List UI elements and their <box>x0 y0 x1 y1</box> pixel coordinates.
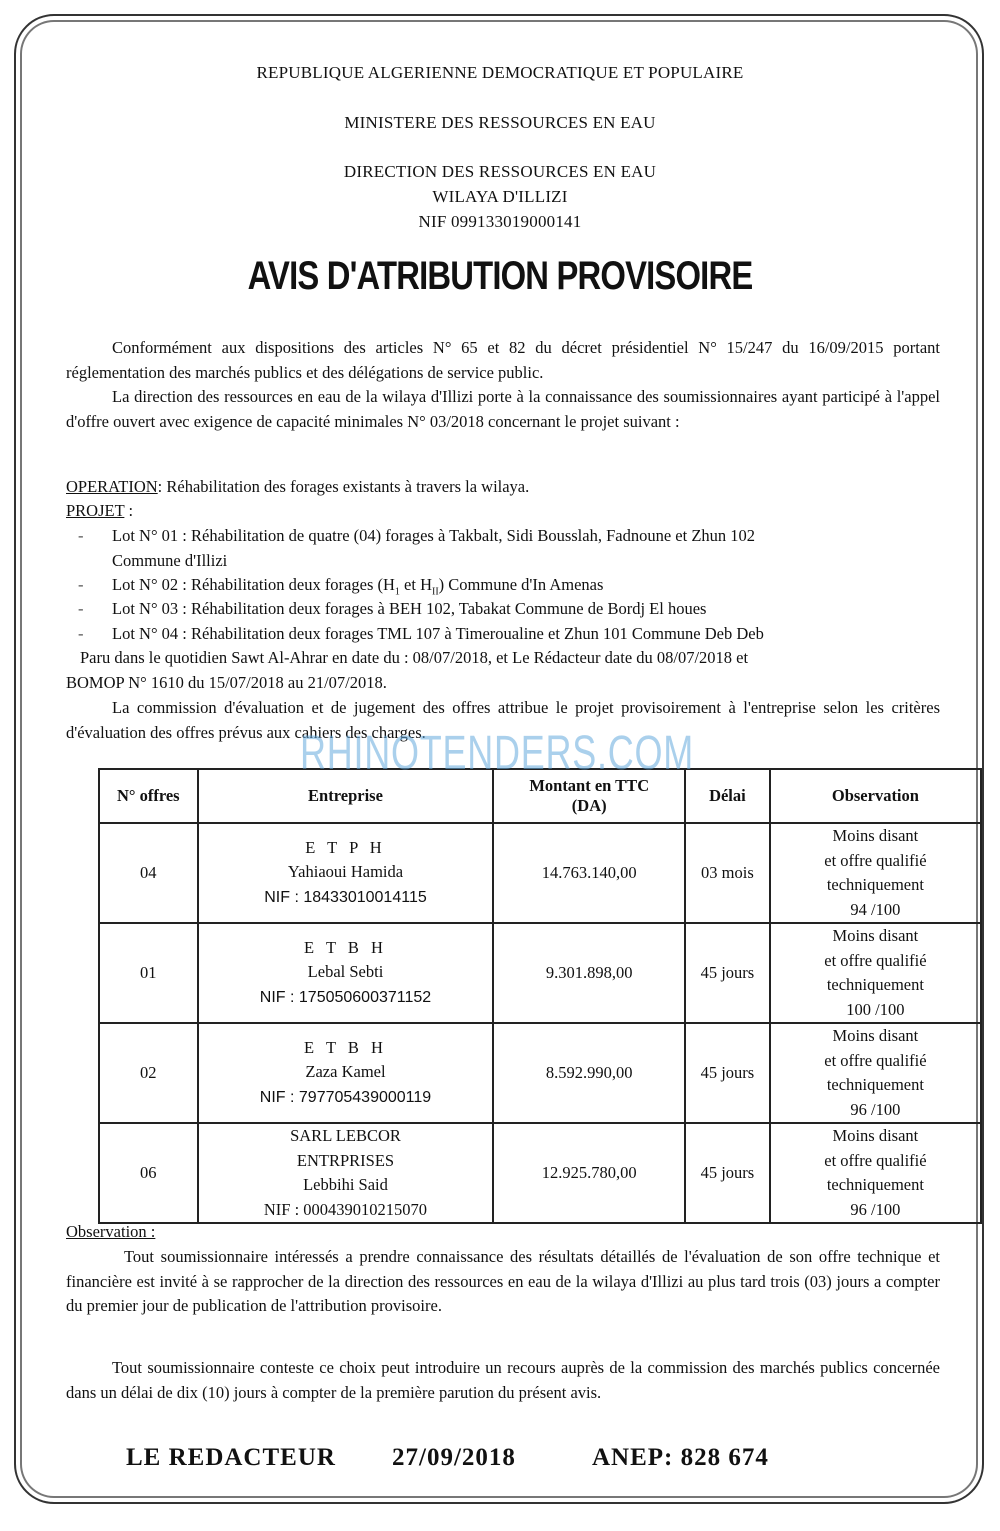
col-header-entreprise: Entreprise <box>198 769 494 823</box>
company-cell: E T B H Zaza Kamel NIF : 797705439000119 <box>198 1023 494 1123</box>
observation-label: Observation : <box>66 1222 156 1241</box>
col-header-delai: Délai <box>685 769 770 823</box>
publication-line-2: BOMOP N° 1610 du 15/07/2018 au 21/07/2018. <box>66 673 387 692</box>
operation-label: OPERATION <box>66 477 158 496</box>
delay-cell: 45 jours <box>685 1123 770 1223</box>
offer-number: 04 <box>99 823 198 923</box>
document-title: AVIS D'ATRIBUTION PROVISOIRE <box>247 254 753 298</box>
observation-paragraph-1: Tout soumissionnaire intéressés a prendre connaissance des résultats détaillés de l'évaluation de son offre technique et financière est invité à se rapprocher de la direction des ressources en eau de la wilaya d'Illizi au plus tard trois (03) jours a compter du premier jour de publication de l'attribution provisoire. <box>66 1247 940 1315</box>
intro-paragraph-1: Conformément aux dispositions des articles N° 65 et 82 du décret présidentiel N° 15/247 du 16/09/2015 portant réglementation des marchés publics et des délégations de service public. <box>66 338 940 382</box>
observation-cell: Moins disant et offre qualifié techniquement 96 /100 <box>770 1023 981 1123</box>
offer-number: 01 <box>99 923 198 1023</box>
offer-number: 02 <box>99 1023 198 1123</box>
observation-cell: Moins disant et offre qualifié techniquement 100 /100 <box>770 923 981 1023</box>
col-header-montant: Montant en TTC (DA) <box>493 769 685 823</box>
company-cell: E T P H Yahiaoui Hamida NIF : 18433010014115 <box>198 823 494 923</box>
company-cell: E T B H Lebal Sebti NIF : 175050600371152 <box>198 923 494 1023</box>
footer-anep: ANEP: 828 674 <box>592 1444 769 1471</box>
observation-cell: Moins disant et offre qualifié techniquement 94 /100 <box>770 823 981 923</box>
table-row <box>99 1023 981 1123</box>
amount-cell: 8.592.990,00 <box>493 1023 685 1123</box>
header-direction: DIRECTION DES RESSOURCES EN EAU <box>343 162 657 181</box>
amount-cell: 14.763.140,00 <box>493 823 685 923</box>
observation-paragraph-2: Tout soumissionnaire conteste ce choix peut introduire un recours auprès de la commission des marchés publics concernée dans un délai de dix (10) jours à compter de la première parution du présent avis. <box>66 1358 940 1402</box>
lot-item: - Lot N° 01 : Réhabilitation de quatre (04) forages à Takbalt, Sidi Bousslah, Fadnoune et Zhun 102 Commune d'Illizi <box>78 526 756 570</box>
header-nif: NIF 099133019000141 <box>418 212 582 231</box>
footer-redacteur: LE REDACTEUR <box>126 1444 336 1471</box>
table-row <box>99 923 981 1023</box>
offer-number: 06 <box>99 1123 198 1223</box>
col-header-observation: Observation <box>770 769 981 823</box>
delay-cell: 45 jours <box>685 1023 770 1123</box>
projet-label: PROJET : <box>66 501 134 520</box>
lot-item: - Lot N° 02 : Réhabilitation deux forages ($H_1$ et $H_{II}$) Commune d'In Amenas <box>78 575 604 598</box>
lot-item: - Lot N° 03 : Réhabilitation deux forages à BEH 102, Tabakat Commune de Bordj El houes <box>78 599 707 618</box>
table-row <box>99 823 981 923</box>
header-republic: REPUBLIQUE ALGERIENNE DEMOCRATIQUE ET POPULAIRE <box>256 63 744 82</box>
lot-item: - Lot N° 04 : Réhabilitation deux forages TML 107 à Timeroualine et Zhun 101 Commune Deb Deb <box>78 624 764 643</box>
col-header-offres: N° offres <box>99 769 198 823</box>
header-ministry: MINISTERE DES RESSOURCES EN EAU <box>344 113 656 132</box>
publication-line-1: Paru dans le quotidien Sawt Al-Ahrar en date du : 08/07/2018, et Le Rédacteur date du 08/07/2018 et <box>80 648 749 667</box>
intro-paragraph-2: La direction des ressources en eau de la wilaya d'Illizi porte à la connaissance des soumissionnaires ayant participé à l'appel d'offre ouvert avec exigence de capacité minimales N° 03/2018 concernant le projet suivant : <box>66 387 940 431</box>
header-wilaya: WILAYA D'ILLIZI <box>432 187 568 206</box>
amount-cell: 9.301.898,00 <box>493 923 685 1023</box>
results-table <box>98 768 982 1224</box>
operation-line: OPERATION: Réhabilitation des forages existants à travers la wilaya. <box>66 477 530 496</box>
observation-cell: Moins disant et offre qualifié techniquement 96 /100 <box>770 1123 981 1223</box>
commission-paragraph: La commission d'évaluation et de jugement des offres attribue le projet provisoirement à l'entreprise selon les critères d'évaluation des offres prévus aux cahiers des charges. <box>66 698 940 742</box>
company-cell: SARL LEBCOR ENTRPRISES Lebbihi Said NIF : 000439010215070 <box>198 1123 494 1223</box>
table-row <box>99 1123 981 1223</box>
delay-cell: 03 mois <box>685 823 770 923</box>
amount-cell: 12.925.780,00 <box>493 1123 685 1223</box>
delay-cell: 45 jours <box>685 923 770 1023</box>
footer-date: 27/09/2018 <box>392 1444 516 1471</box>
watermark: RHINOTENDERS.COM <box>300 727 695 780</box>
